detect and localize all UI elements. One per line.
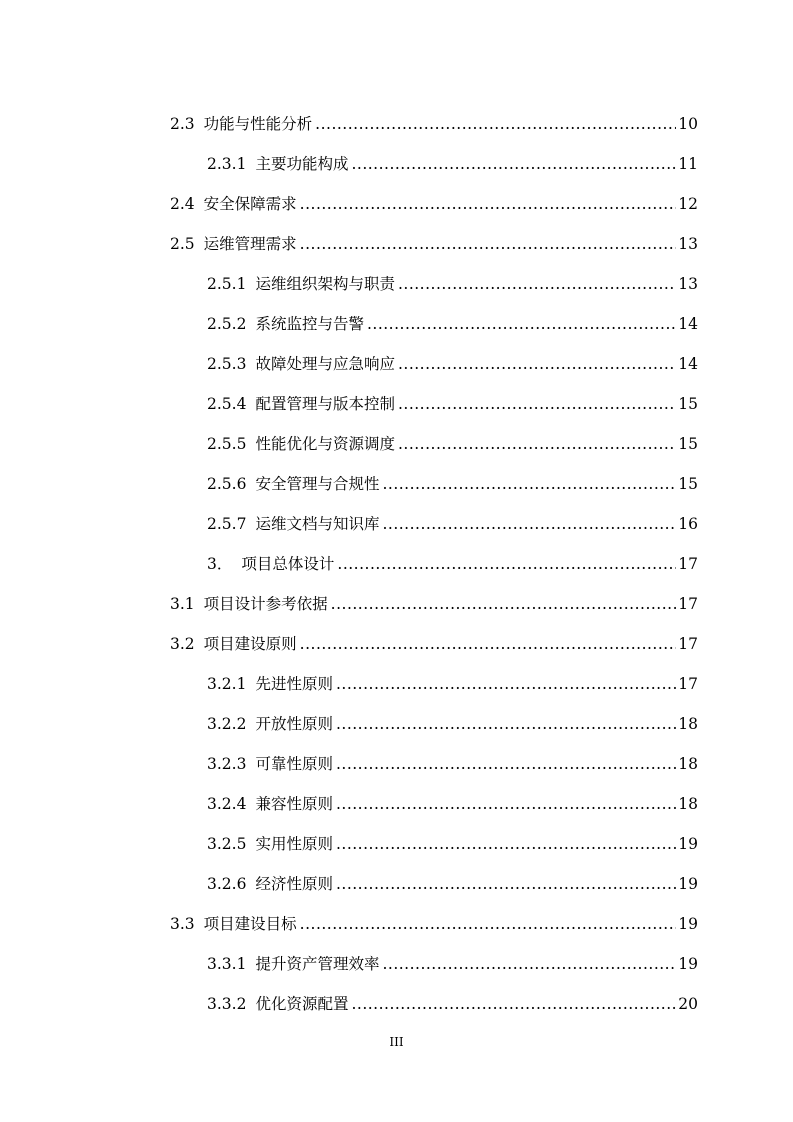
toc-entry-title: 运维管理需求 <box>203 235 297 253</box>
toc-entry-number: 3.2.6 <box>207 875 247 893</box>
toc-entry-page: 13 <box>678 275 698 293</box>
toc-entry[interactable] <box>207 830 698 854</box>
toc-entry-page: 18 <box>678 715 698 733</box>
toc-entry-title: 项目设计参考依据 <box>203 595 328 613</box>
toc-entry[interactable] <box>207 270 698 294</box>
toc-leader-dots <box>336 754 676 774</box>
toc-entry-number: 3.2.4 <box>207 795 247 813</box>
toc-leader-dots <box>300 914 677 934</box>
toc-entry-page: 19 <box>678 835 698 853</box>
toc-entry-title: 功能与性能分析 <box>203 115 313 133</box>
toc-entry-title: 实用性原则 <box>255 835 333 853</box>
toc-entry-page: 19 <box>678 915 698 933</box>
toc-leader-dots <box>382 514 676 534</box>
toc-entry-page: 14 <box>678 315 698 333</box>
toc-entry[interactable] <box>207 790 698 814</box>
toc-entry-number: 3.1 <box>170 595 195 613</box>
page-number-footer: III <box>389 1035 404 1049</box>
toc-entry-number: 3.2.5 <box>207 835 247 853</box>
toc-leader-dots <box>382 474 676 494</box>
toc-entry-page: 12 <box>678 195 698 213</box>
toc-entry-number: 2.5.5 <box>207 435 247 453</box>
toc-entry-title: 故障处理与应急响应 <box>255 355 395 373</box>
toc-leader-dots <box>315 114 676 134</box>
toc-leader-dots <box>398 274 676 294</box>
toc-entry[interactable] <box>207 150 698 174</box>
toc-entry[interactable] <box>170 590 698 614</box>
toc-entry-page: 10 <box>678 115 698 133</box>
toc-entry[interactable] <box>207 430 698 454</box>
toc-leader-dots <box>337 554 676 574</box>
toc-entry-page: 13 <box>678 235 698 253</box>
toc-entry-number: 2.5.2 <box>207 315 247 333</box>
toc-entry-number: 3.3.1 <box>207 955 247 973</box>
toc-leader-dots <box>300 634 677 654</box>
toc-entry-title: 性能优化与资源调度 <box>255 435 395 453</box>
toc-entry[interactable] <box>207 990 698 1014</box>
toc-entry-title: 运维文档与知识库 <box>255 515 380 533</box>
toc-leader-dots <box>336 794 676 814</box>
toc-entry[interactable] <box>207 670 698 694</box>
toc-entry-title: 配置管理与版本控制 <box>255 395 395 413</box>
toc-leader-dots <box>367 314 676 334</box>
toc-leader-dots <box>351 154 676 174</box>
toc-entry-number: 2.4 <box>170 195 195 213</box>
toc-entry-number: 2.5.4 <box>207 395 247 413</box>
toc-leader-dots <box>300 194 677 214</box>
toc-entry-page: 19 <box>678 955 698 973</box>
toc-entry-number: 2.5.6 <box>207 475 247 493</box>
toc-entry-title: 可靠性原则 <box>255 755 333 773</box>
toc-leader-dots <box>336 834 676 854</box>
toc-entry-page: 20 <box>678 995 698 1013</box>
toc-entry-page: 19 <box>678 875 698 893</box>
toc-entry[interactable] <box>207 350 698 374</box>
toc-entry-number: 2.3 <box>170 115 195 133</box>
toc-entry[interactable] <box>170 910 698 934</box>
toc-leader-dots <box>336 674 676 694</box>
toc-entry[interactable] <box>207 390 698 414</box>
toc-entry-title: 提升资产管理效率 <box>255 955 380 973</box>
toc-entry-page: 17 <box>678 635 698 653</box>
toc-entry[interactable] <box>170 190 698 214</box>
toc-entry-title: 优化资源配置 <box>255 995 349 1013</box>
toc-entry-page: 14 <box>678 355 698 373</box>
toc-entry-number: 3.2 <box>170 635 195 653</box>
toc-entry-page: 17 <box>678 555 698 573</box>
toc-entry[interactable] <box>170 630 698 654</box>
toc-entry[interactable] <box>207 550 698 574</box>
toc-leader-dots <box>398 354 676 374</box>
toc-leader-dots <box>331 594 677 614</box>
toc-leader-dots <box>398 394 676 414</box>
toc-entry-title: 安全管理与合规性 <box>255 475 380 493</box>
toc-entry[interactable] <box>170 230 698 254</box>
toc-leader-dots <box>351 994 676 1014</box>
toc-entry-title: 开放性原则 <box>255 715 333 733</box>
toc-leader-dots <box>336 874 676 894</box>
toc-entry-number: 3.2.2 <box>207 715 247 733</box>
toc-entry[interactable] <box>207 750 698 774</box>
toc-entry-page: 15 <box>678 395 698 413</box>
toc-entry[interactable] <box>207 470 698 494</box>
toc-entry-page: 15 <box>678 475 698 493</box>
toc-entry-title: 先进性原则 <box>255 675 333 693</box>
toc-entry[interactable] <box>207 310 698 334</box>
toc-leader-dots <box>398 434 676 454</box>
toc-leader-dots <box>382 954 676 974</box>
toc-entry-title: 项目总体设计 <box>241 555 335 573</box>
toc-entry-title: 安全保障需求 <box>203 195 297 213</box>
toc-entry-number: 2.5.3 <box>207 355 247 373</box>
toc-entry-page: 16 <box>678 515 698 533</box>
toc-entry-number: 2.5.7 <box>207 515 247 533</box>
toc-entry[interactable] <box>207 950 698 974</box>
toc-entry[interactable] <box>207 870 698 894</box>
toc-entry-title: 主要功能构成 <box>255 155 349 173</box>
toc-entry-title: 运维组织架构与职责 <box>255 275 395 293</box>
toc-entry-number: 2.5.1 <box>207 275 247 293</box>
toc-entry-number: 3． <box>207 555 233 573</box>
toc-entry-number: 2.5 <box>170 235 195 253</box>
toc-entry[interactable] <box>207 710 698 734</box>
toc-entry-title: 项目建设目标 <box>203 915 297 933</box>
toc-entry[interactable] <box>207 510 698 534</box>
toc-entry-page: 18 <box>678 755 698 773</box>
toc-entry-number: 3.3.2 <box>207 995 247 1013</box>
toc-entry-title: 兼容性原则 <box>255 795 333 813</box>
toc-entry[interactable] <box>170 110 698 134</box>
toc-entry-number: 2.3.1 <box>207 155 247 173</box>
toc-entry-number: 3.2.1 <box>207 675 247 693</box>
toc-entry-title: 项目建设原则 <box>203 635 297 653</box>
toc-entry-title: 经济性原则 <box>255 875 333 893</box>
toc-leader-dots <box>336 714 676 734</box>
toc-entry-number: 3.3 <box>170 915 195 933</box>
toc-entry-page: 15 <box>678 435 698 453</box>
toc-entry-title: 系统监控与告警 <box>255 315 364 333</box>
toc-entry-number: 3.2.3 <box>207 755 247 773</box>
toc-entry-page: 18 <box>678 795 698 813</box>
toc-entry-page: 17 <box>678 595 698 613</box>
toc-leader-dots <box>300 234 677 254</box>
toc-entry-page: 17 <box>678 675 698 693</box>
toc-entry-page: 11 <box>678 155 698 173</box>
